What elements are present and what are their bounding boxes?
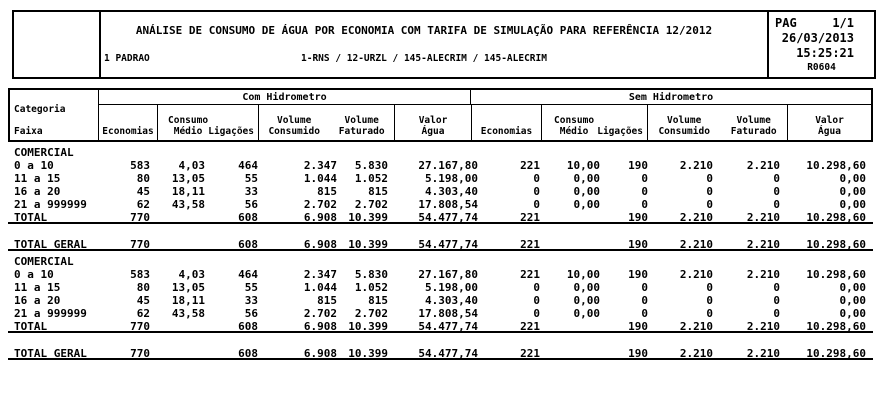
col-valor-agua-sem-label bbox=[815, 115, 844, 137]
table-header bbox=[8, 88, 873, 142]
cell: 5.198,00 bbox=[425, 281, 478, 294]
profile-label: 1 PADRAO bbox=[104, 53, 150, 64]
cell: 0,00 bbox=[839, 185, 866, 198]
cell: 1.052 bbox=[354, 281, 388, 294]
cell: 608 bbox=[238, 320, 258, 333]
cell: 770 bbox=[130, 238, 150, 251]
cell: 190 bbox=[628, 211, 648, 224]
col-vf-sem-l2: Faturado bbox=[730, 126, 777, 137]
row-gap bbox=[8, 333, 873, 347]
cell: 2.210 bbox=[746, 347, 780, 360]
report-date: 26/03/2013 bbox=[781, 31, 854, 45]
cell bbox=[150, 238, 205, 249]
cell: 4.303,40 bbox=[425, 185, 478, 198]
cell: 221 bbox=[520, 159, 540, 172]
cell: 4.303,40 bbox=[425, 294, 478, 307]
cell: 190 bbox=[628, 159, 648, 172]
cell: 0 bbox=[533, 198, 540, 211]
cell: 62 bbox=[136, 307, 150, 320]
cell: 5.198,00 bbox=[425, 172, 478, 185]
cell: 10.399 bbox=[348, 238, 388, 251]
cell: 608 bbox=[238, 347, 258, 360]
categoria-label: Categoria bbox=[14, 104, 66, 115]
cell: 6.908 bbox=[303, 238, 337, 251]
cell: 27.167,80 bbox=[418, 268, 478, 281]
cell: 0,00 bbox=[839, 172, 866, 185]
cell: 0 bbox=[533, 281, 540, 294]
row-label: TOTAL GERAL bbox=[14, 347, 87, 360]
cell: 0 bbox=[706, 172, 713, 185]
col-volume-consumido-com bbox=[268, 115, 319, 137]
table-row bbox=[8, 281, 873, 294]
cell: 10.399 bbox=[348, 211, 388, 224]
col-vc-com-l2: Consumido bbox=[268, 126, 320, 137]
col-vf-com-l2: Faturado bbox=[338, 126, 385, 137]
cell: 464 bbox=[238, 159, 258, 172]
cell: 18,11 bbox=[171, 294, 205, 307]
col-economias-com-label: Economias bbox=[102, 126, 154, 137]
cell: 5.830 bbox=[354, 268, 388, 281]
logo-box bbox=[14, 12, 101, 77]
cell: 43,58 bbox=[171, 307, 205, 320]
row-label: 0 a 10 bbox=[14, 268, 54, 281]
table-row bbox=[8, 198, 873, 211]
col-ligacoes-sem: Ligações bbox=[597, 126, 643, 137]
pag-label: PAG bbox=[775, 16, 797, 30]
cell: 55 bbox=[244, 172, 258, 185]
cell: 80 bbox=[136, 172, 150, 185]
row-label: 16 a 20 bbox=[14, 294, 61, 307]
cell: 55 bbox=[244, 281, 258, 294]
cell: 54.477,74 bbox=[418, 238, 478, 251]
row-header-cell bbox=[10, 90, 99, 140]
row-label: TOTAL bbox=[14, 320, 48, 333]
cell: 0 bbox=[773, 172, 780, 185]
cell: 0,00 bbox=[839, 281, 866, 294]
cell: 190 bbox=[628, 268, 648, 281]
cell: 2.210 bbox=[746, 320, 780, 333]
cell bbox=[150, 211, 205, 222]
cell: 27.167,80 bbox=[418, 159, 478, 172]
cell: 10.298,60 bbox=[806, 320, 866, 333]
cell: 1.052 bbox=[354, 172, 388, 185]
cell: 190 bbox=[628, 238, 648, 251]
cell: 583 bbox=[130, 159, 150, 172]
cell: 221 bbox=[520, 347, 540, 360]
cell: 10.399 bbox=[348, 347, 388, 360]
cell: 10.399 bbox=[348, 320, 388, 333]
cell: 2.210 bbox=[679, 268, 713, 281]
cell: 0,00 bbox=[573, 294, 600, 307]
cell: 815 bbox=[317, 185, 337, 198]
cell: 1.044 bbox=[303, 281, 337, 294]
col-valor-agua-sem bbox=[788, 105, 871, 140]
col-consumo-com-l2: Médio bbox=[173, 126, 203, 137]
cell: 33 bbox=[244, 294, 258, 307]
col-vf-com-l1: Volume bbox=[344, 115, 379, 126]
cell: 17.808,54 bbox=[418, 307, 478, 320]
col-vc-com-l1: Volume bbox=[277, 115, 312, 126]
cell: 0 bbox=[706, 294, 713, 307]
cell: 0,00 bbox=[573, 198, 600, 211]
cell: 17.808,54 bbox=[418, 198, 478, 211]
cell: 0 bbox=[641, 172, 648, 185]
cell: 221 bbox=[520, 211, 540, 224]
col-volumes-com bbox=[259, 105, 395, 140]
cell: 815 bbox=[317, 294, 337, 307]
cell: 45 bbox=[136, 294, 150, 307]
cell: 2.347 bbox=[303, 268, 337, 281]
cell: 13,05 bbox=[171, 172, 205, 185]
row-label: 16 a 20 bbox=[14, 185, 61, 198]
cell: 0 bbox=[533, 307, 540, 320]
cell bbox=[150, 320, 205, 331]
cell bbox=[150, 347, 205, 358]
cell: 4,03 bbox=[178, 268, 205, 281]
col-consumo-ligacoes-sem bbox=[542, 105, 648, 140]
table-row bbox=[8, 320, 873, 333]
col-economias-sem-label: Economias bbox=[480, 126, 533, 137]
cell: 80 bbox=[136, 281, 150, 294]
group-com-hidrometro: Com Hidrometro bbox=[99, 90, 471, 105]
table-row bbox=[8, 211, 873, 224]
cell bbox=[540, 211, 600, 222]
cell: 770 bbox=[130, 320, 150, 333]
cell: 583 bbox=[130, 268, 150, 281]
cell: 0 bbox=[641, 185, 648, 198]
row-label: COMERCIAL bbox=[14, 255, 74, 268]
cell: 0 bbox=[533, 172, 540, 185]
cell: 0 bbox=[641, 198, 648, 211]
cell: 0 bbox=[706, 185, 713, 198]
cell: 0 bbox=[773, 281, 780, 294]
cell: 18,11 bbox=[171, 185, 205, 198]
header-main bbox=[101, 12, 747, 77]
cell: 13,05 bbox=[171, 281, 205, 294]
row-label: 11 a 15 bbox=[14, 172, 61, 185]
report-header bbox=[12, 10, 876, 79]
col-vc-sem-l2: Consumido bbox=[658, 126, 710, 137]
report-code: R0604 bbox=[807, 62, 836, 73]
cell: 0 bbox=[641, 307, 648, 320]
col-consumo-ligacoes-com bbox=[158, 105, 259, 140]
col-vc-sem-l1: Volume bbox=[667, 115, 702, 126]
page-number: 1/1 bbox=[832, 16, 854, 30]
cell: 0 bbox=[533, 185, 540, 198]
table-row bbox=[8, 268, 873, 281]
cell: 2.210 bbox=[679, 347, 713, 360]
col-consumo-medio-sem bbox=[554, 115, 594, 137]
table-row bbox=[8, 294, 873, 307]
col-economias-com bbox=[99, 105, 158, 140]
report-table bbox=[8, 88, 873, 360]
row-label: 11 a 15 bbox=[14, 281, 61, 294]
row-label: 0 a 10 bbox=[14, 159, 54, 172]
row-label: 21 a 999999 bbox=[14, 198, 87, 211]
cell: 10.298,60 bbox=[806, 211, 866, 224]
cell: 464 bbox=[238, 268, 258, 281]
cell: 2.347 bbox=[303, 159, 337, 172]
cell: 0,00 bbox=[839, 294, 866, 307]
cell: 815 bbox=[368, 294, 388, 307]
cell: 1.044 bbox=[303, 172, 337, 185]
cell: 2.210 bbox=[746, 238, 780, 251]
cell: 0 bbox=[706, 281, 713, 294]
cell: 190 bbox=[628, 347, 648, 360]
cell: 10.298,60 bbox=[806, 238, 866, 251]
table-row bbox=[8, 185, 873, 198]
col-economias-sem bbox=[472, 105, 542, 140]
header-subline bbox=[101, 53, 747, 64]
faixa-label: Faixa bbox=[14, 126, 43, 137]
cell: 6.908 bbox=[303, 211, 337, 224]
cell: 6.908 bbox=[303, 320, 337, 333]
table-row bbox=[8, 159, 873, 172]
cell: 770 bbox=[130, 347, 150, 360]
row-gap bbox=[8, 224, 873, 238]
cell bbox=[540, 347, 600, 358]
cell: 0,00 bbox=[839, 198, 866, 211]
cell: 0,00 bbox=[573, 185, 600, 198]
cell: 2.210 bbox=[679, 238, 713, 251]
col-consumo-com-l1: Consumo bbox=[168, 115, 209, 126]
cell: 815 bbox=[368, 185, 388, 198]
cell: 2.210 bbox=[679, 320, 713, 333]
cell: 0 bbox=[533, 294, 540, 307]
col-volumes-sem bbox=[648, 105, 788, 140]
cell: 0 bbox=[706, 307, 713, 320]
cell: 62 bbox=[136, 198, 150, 211]
table-body bbox=[8, 142, 873, 360]
cell: 43,58 bbox=[171, 198, 205, 211]
cell: 0,00 bbox=[573, 307, 600, 320]
cell: 0 bbox=[773, 185, 780, 198]
cell: 5.830 bbox=[354, 159, 388, 172]
cell: 2.702 bbox=[303, 198, 337, 211]
header-meta bbox=[767, 12, 874, 77]
cell: 56 bbox=[244, 307, 258, 320]
cell: 608 bbox=[238, 238, 258, 251]
cell: 10.298,60 bbox=[806, 159, 866, 172]
cell: 10,00 bbox=[566, 159, 600, 172]
col-valor-com-l2: Água bbox=[421, 126, 445, 137]
row-label: 21 a 999999 bbox=[14, 307, 87, 320]
cell: 770 bbox=[130, 211, 150, 224]
cell: 2.210 bbox=[746, 159, 780, 172]
table-row bbox=[8, 238, 873, 251]
cell: 54.477,74 bbox=[418, 211, 478, 224]
table-row bbox=[8, 307, 873, 320]
cell: 0,00 bbox=[839, 307, 866, 320]
col-valor-sem-l2: Água bbox=[818, 126, 841, 137]
cell: 0 bbox=[641, 281, 648, 294]
cell: 2.702 bbox=[354, 198, 388, 211]
cell: 45 bbox=[136, 185, 150, 198]
cell: 221 bbox=[520, 238, 540, 251]
table-row bbox=[8, 255, 873, 268]
cell: 0,00 bbox=[573, 281, 600, 294]
cell: 56 bbox=[244, 198, 258, 211]
cell: 0 bbox=[706, 198, 713, 211]
cell: 2.702 bbox=[303, 307, 337, 320]
cell bbox=[540, 320, 600, 331]
cell: 10,00 bbox=[566, 268, 600, 281]
col-consumo-sem-l2: Médio bbox=[559, 126, 589, 137]
cell: 2.210 bbox=[746, 211, 780, 224]
report-time: 15:25:21 bbox=[796, 46, 854, 60]
row-label: COMERCIAL bbox=[14, 146, 74, 159]
col-valor-com-l1: Valor bbox=[418, 115, 448, 126]
col-valor-agua-com-label bbox=[419, 115, 448, 137]
route-label: 1-RNS / 12-URZL / 145-ALECRIM / 145-ALECRIM bbox=[301, 53, 547, 64]
col-consumo-medio-com bbox=[168, 115, 208, 137]
cell: 33 bbox=[244, 185, 258, 198]
cell: 10.298,60 bbox=[806, 347, 866, 360]
cell: 221 bbox=[520, 268, 540, 281]
cell: 2.702 bbox=[354, 307, 388, 320]
cell: 2.210 bbox=[679, 159, 713, 172]
cell: 54.477,74 bbox=[418, 320, 478, 333]
col-consumo-sem-l1: Consumo bbox=[554, 115, 595, 126]
report-title: ANÁLISE DE CONSUMO DE ÁGUA POR ECONOMIA COM TARIFA DE SIMULAÇÃO PARA REFERÊNCIA 12/2012 bbox=[135, 24, 713, 37]
page-indicator bbox=[769, 16, 874, 31]
cell: 0 bbox=[773, 307, 780, 320]
table-row bbox=[8, 146, 873, 159]
col-volume-consumido-sem bbox=[658, 115, 709, 137]
col-volume-faturado-com bbox=[339, 115, 385, 137]
col-ligacoes-com: Ligações bbox=[208, 126, 254, 137]
cell: 4,03 bbox=[178, 159, 205, 172]
cell: 221 bbox=[520, 320, 540, 333]
col-valor-sem-l1: Valor bbox=[815, 115, 844, 126]
table-row bbox=[8, 172, 873, 185]
cell: 190 bbox=[628, 320, 648, 333]
group-sem-hidrometro: Sem Hidrometro bbox=[471, 90, 871, 105]
row-label: TOTAL bbox=[14, 211, 48, 224]
cell: 6.908 bbox=[303, 347, 337, 360]
cell: 54.477,74 bbox=[418, 347, 478, 360]
cell: 2.210 bbox=[746, 268, 780, 281]
table-row bbox=[8, 347, 873, 360]
cell: 2.210 bbox=[679, 211, 713, 224]
cell: 0 bbox=[773, 198, 780, 211]
cell bbox=[540, 238, 600, 249]
col-volume-faturado-sem bbox=[731, 115, 777, 137]
row-label: TOTAL GERAL bbox=[14, 238, 87, 251]
col-valor-agua-com bbox=[395, 105, 472, 140]
cell: 608 bbox=[238, 211, 258, 224]
cell: 10.298,60 bbox=[806, 268, 866, 281]
cell: 0,00 bbox=[573, 172, 600, 185]
cell: 0 bbox=[641, 294, 648, 307]
cell: 0 bbox=[773, 294, 780, 307]
col-vf-sem-l1: Volume bbox=[736, 115, 771, 126]
